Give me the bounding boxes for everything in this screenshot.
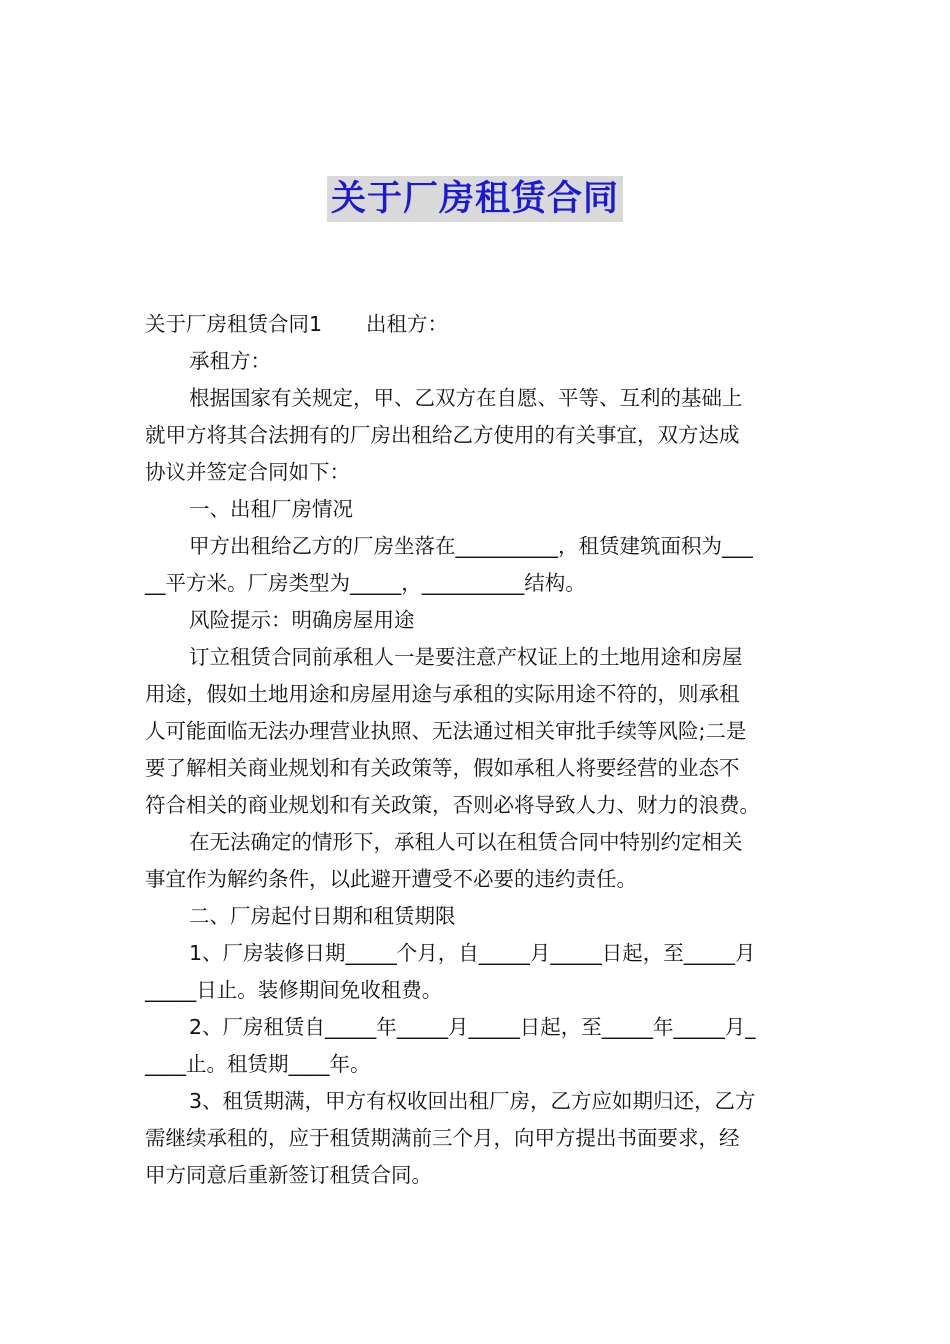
preamble-paragraph bbox=[145, 380, 809, 491]
risk-heading: 风险提示：明确房屋用途 bbox=[189, 608, 415, 632]
risk-paragraph-2 bbox=[145, 824, 809, 898]
item1-paragraph bbox=[145, 935, 809, 1009]
section2-heading: 二、厂房起付日期和租赁期限 bbox=[189, 904, 456, 928]
item2-line: ____止。租赁期____年。 bbox=[145, 1052, 371, 1076]
risk-line: 符合相关的商业规划和有关政策，否则必将导致人力、财力的浪费。 bbox=[145, 793, 760, 817]
item3-line: 需继续承租的，应于租赁期满前三个月，向甲方提出书面要求，经 bbox=[145, 1126, 740, 1150]
intro-heading: 关于厂房租赁合同1 bbox=[145, 312, 323, 336]
preamble-line: 协议并签定合同如下： bbox=[145, 460, 350, 484]
document-title: 关于厂房租赁合同 bbox=[327, 176, 623, 222]
risk-line: 要了解相关商业规划和有关政策等，假如承租人将要经营的业态不 bbox=[145, 756, 740, 780]
section1-line: __平方米。厂房类型为_____，__________结构。 bbox=[145, 571, 586, 595]
lessee-label: 承租方： bbox=[189, 349, 271, 373]
item1-line: _____日止。装修期间免收租费。 bbox=[145, 978, 443, 1002]
preamble-line: 根据国家有关规定，甲、乙双方在自愿、平等、互利的基础上 bbox=[189, 386, 743, 410]
risk-line: 用途，假如土地用途和房屋用途与承租的实际用途不符的，则承租 bbox=[145, 682, 740, 706]
document-body bbox=[145, 306, 809, 1194]
lessor-label: 出租方： bbox=[366, 312, 449, 336]
section1-heading: 一、出租厂房情况 bbox=[189, 497, 353, 521]
risk-paragraph bbox=[145, 639, 809, 824]
item3-line: 甲方同意后重新签订租赁合同。 bbox=[145, 1163, 432, 1187]
item2-paragraph bbox=[145, 1009, 809, 1083]
section1-line: 甲方出租给乙方的厂房坐落在__________，租赁建筑面积为___ bbox=[189, 534, 753, 558]
risk-line: 订立租赁合同前承租人一是要注意产权证上的土地用途和房屋 bbox=[189, 645, 743, 669]
risk2-line: 在无法确定的情形下，承租人可以在租赁合同中特别约定相关 bbox=[189, 830, 743, 854]
item3-paragraph bbox=[145, 1083, 809, 1194]
item2-line: 2、厂房租赁自_____年_____月_____日起，至_____年_____月_ bbox=[189, 1015, 756, 1039]
risk2-line: 事宜作为解约条件，以此避开遭受不必要的违约责任。 bbox=[145, 867, 637, 891]
intro-line bbox=[145, 306, 809, 343]
item3-line: 3、租赁期满，甲方有权收回出租厂房，乙方应如期归还，乙方 bbox=[189, 1089, 756, 1113]
title-container bbox=[0, 176, 950, 222]
section1-paragraph bbox=[145, 528, 809, 602]
item1-line: 1、厂房装修日期_____个月，自_____月_____日起，至_____月 bbox=[189, 941, 756, 965]
risk-line: 人可能面临无法办理营业执照、无法通过相关审批手续等风险;二是 bbox=[145, 719, 747, 743]
preamble-line: 就甲方将其合法拥有的厂房出租给乙方使用的有关事宜，双方达成 bbox=[145, 423, 740, 447]
